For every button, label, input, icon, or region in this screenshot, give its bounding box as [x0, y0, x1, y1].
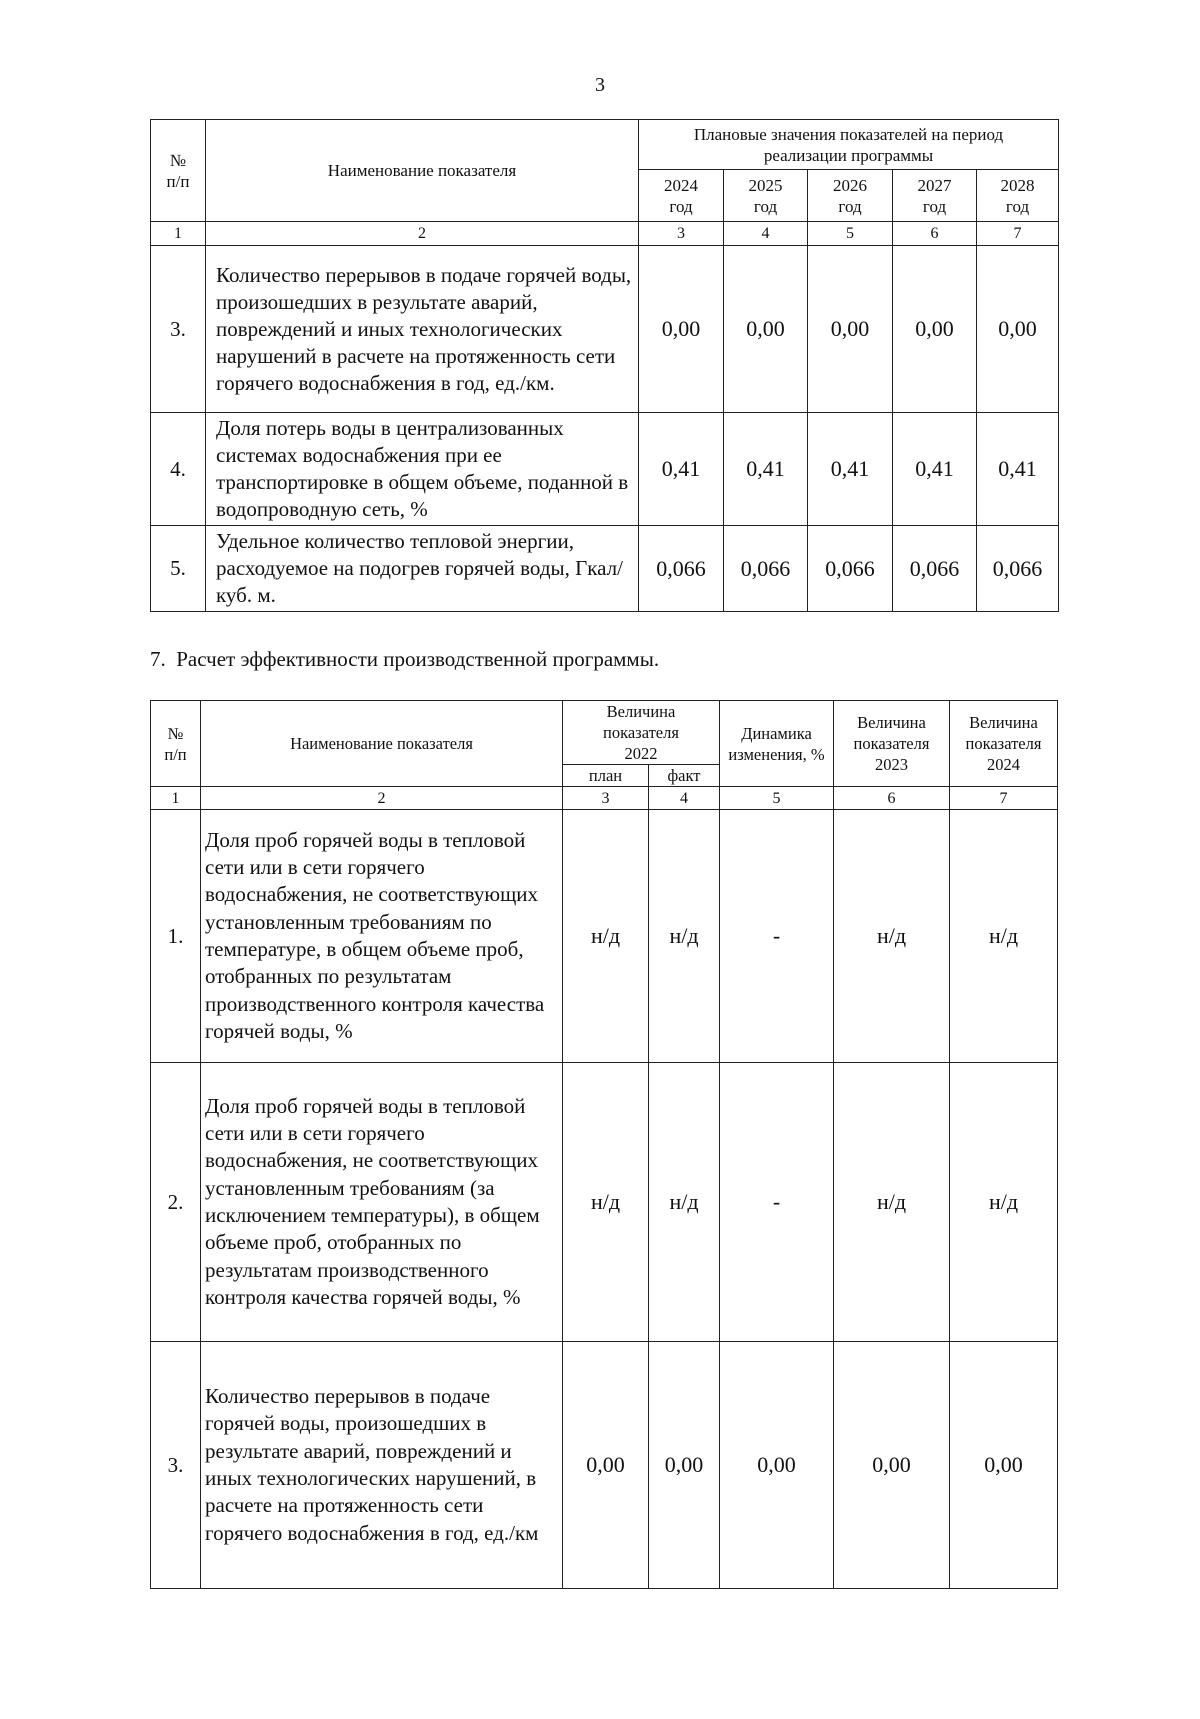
- header-year-2027: 2027 год: [893, 170, 977, 222]
- index-cell: 5: [720, 787, 834, 810]
- row-name: Доля потерь воды в централизованных системах водоснабжения при ее транспортировке в общем объеме, поданной в водопроводную сеть, %: [206, 413, 639, 526]
- value-cell: н/д: [950, 810, 1058, 1063]
- header-value-2024: Величина показателя 2024: [950, 701, 1058, 787]
- index-cell: 7: [977, 222, 1059, 246]
- table-row: [151, 1063, 1058, 1342]
- index-cell: 6: [893, 222, 977, 246]
- value-cell: н/д: [649, 1063, 720, 1342]
- header-year-2024: 2024 год: [639, 170, 724, 222]
- index-cell: 2: [201, 787, 563, 810]
- header-year-2025: 2025 год: [724, 170, 808, 222]
- header-value-2022: Величина показателя 2022: [563, 701, 720, 765]
- value-cell: н/д: [649, 810, 720, 1063]
- value-cell: -: [720, 810, 834, 1063]
- value-cell: 0,00: [724, 246, 808, 413]
- value-cell: н/д: [563, 810, 649, 1063]
- header-plan-group: Плановые значения показателей на период реализации программы: [639, 120, 1059, 170]
- header-name: Наименование показателя: [201, 701, 563, 787]
- value-cell: 0,00: [808, 246, 893, 413]
- header-dynamics: Динамика изменения, %: [720, 701, 834, 787]
- header-value-2023: Величина показателя 2023: [834, 701, 950, 787]
- header-num: № п/п: [151, 701, 201, 787]
- value-cell: 0,066: [808, 526, 893, 612]
- index-cell: 3: [639, 222, 724, 246]
- row-name: Удельное количество тепловой энергии, расходуемое на подогрев горячей воды, Гкал/куб. м.: [206, 526, 639, 612]
- index-cell: 6: [834, 787, 950, 810]
- value-cell: 0,00: [834, 1342, 950, 1589]
- value-cell: н/д: [834, 1063, 950, 1342]
- row-name: Доля проб горячей воды в тепловой сети или в сети горячего водоснабжения, не соответствующих установленным требованиям (за исключением температуры), в общем объеме проб, отобранных по результатам производственного контроля качества горячей воды, %: [201, 1063, 563, 1342]
- row-name: Количество перерывов в подаче горячей воды, произошедших в результате аварий, повреждений и иных технологических нарушений в расчете на протяженность сети горячего водоснабжения в год, ед./км.: [206, 246, 639, 413]
- table-row: [151, 526, 1059, 612]
- value-cell: н/д: [563, 1063, 649, 1342]
- table-row: [151, 246, 1059, 413]
- index-cell: 1: [151, 222, 206, 246]
- value-cell: 0,00: [893, 246, 977, 413]
- value-cell: 0,41: [724, 413, 808, 526]
- value-cell: 0,066: [893, 526, 977, 612]
- value-cell: 0,41: [977, 413, 1059, 526]
- value-cell: н/д: [950, 1063, 1058, 1342]
- row-name: Количество перерывов в подаче горячей воды, произошедших в результате аварий, повреждений и иных технологических нарушений, в расчете на протяженность сети горячего водоснабжения в год, ед./км: [201, 1342, 563, 1589]
- header-num: № п/п: [151, 120, 206, 222]
- plan-values-table: [150, 119, 1059, 612]
- index-cell: 5: [808, 222, 893, 246]
- index-cell: 2: [206, 222, 639, 246]
- value-cell: 0,41: [808, 413, 893, 526]
- table-row: [151, 1342, 1058, 1589]
- header-plan: план: [563, 765, 649, 787]
- value-cell: н/д: [834, 810, 950, 1063]
- table-row: [151, 413, 1059, 526]
- row-number: 4.: [151, 413, 206, 526]
- efficiency-table: [150, 700, 1058, 1589]
- row-number: 1.: [151, 810, 201, 1063]
- page-number: 3: [595, 74, 605, 96]
- row-name: Доля проб горячей воды в тепловой сети или в сети горячего водоснабжения, не соответствующих установленным требованиям по температуре, в общем объеме проб, отобранных по результатам производственного контроля качества горячей воды, %: [201, 810, 563, 1063]
- index-cell: 7: [950, 787, 1058, 810]
- value-cell: 0,00: [639, 246, 724, 413]
- value-cell: 0,066: [724, 526, 808, 612]
- row-number: 3.: [151, 246, 206, 413]
- value-cell: 0,00: [720, 1342, 834, 1589]
- value-cell: 0,00: [950, 1342, 1058, 1589]
- index-cell: 3: [563, 787, 649, 810]
- value-cell: 0,00: [977, 246, 1059, 413]
- value-cell: 0,00: [563, 1342, 649, 1589]
- value-cell: -: [720, 1063, 834, 1342]
- row-number: 2.: [151, 1063, 201, 1342]
- value-cell: 0,41: [893, 413, 977, 526]
- index-cell: 1: [151, 787, 201, 810]
- header-name: Наименование показателя: [206, 120, 639, 222]
- value-cell: 0,066: [639, 526, 724, 612]
- value-cell: 0,00: [649, 1342, 720, 1589]
- index-cell: 4: [649, 787, 720, 810]
- index-cell: 4: [724, 222, 808, 246]
- header-year-2026: 2026 год: [808, 170, 893, 222]
- value-cell: 0,41: [639, 413, 724, 526]
- header-year-2028: 2028 год: [977, 170, 1059, 222]
- header-fact: факт: [649, 765, 720, 787]
- table-row: [151, 810, 1058, 1063]
- row-number: 3.: [151, 1342, 201, 1589]
- value-cell: 0,066: [977, 526, 1059, 612]
- section-title: 7. Расчет эффективности производственной программы.: [150, 647, 660, 671]
- row-number: 5.: [151, 526, 206, 612]
